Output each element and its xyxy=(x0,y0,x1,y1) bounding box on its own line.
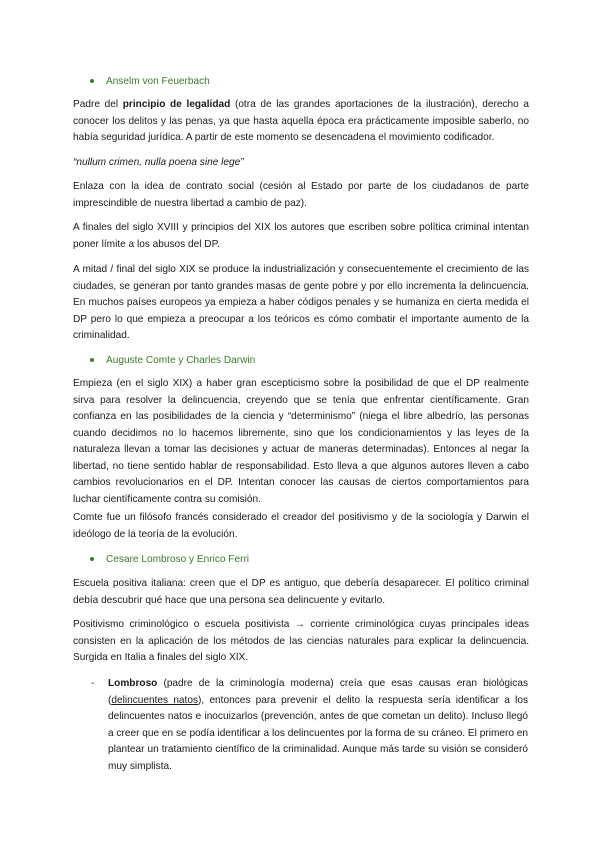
paragraph: Padre del principio de legalidad (otra de las grandes aportaciones de la ilustración), derecho a conocer los delitos y las penas, ya que hasta aquella época era prácticamente imposible saberlo, no había seguridad jurídica. A partir de este momento se desencadena el movimiento codificador. xyxy=(73,99,530,143)
underlined-term: delincuentes natos xyxy=(111,694,199,706)
bullet-icon xyxy=(90,79,94,83)
heading-text: Cesare Lombroso y Enrico Ferri xyxy=(106,554,250,565)
paragraph: Positivismo criminológico o escuela positivista → corriente criminológica cuyas principales ideas consisten en la aplicación de los métodos de las ciencias naturales para explicar la delincuencia. Surgida en Italia a finales del siglo XIX. xyxy=(73,619,529,663)
paragraph: A mitad / final del siglo XIX se produce la industrialización y consecuentemente el crecimiento de las ciudades, se generan por tanto grandes masas de gente pobre y por ello incrementa la delincuencia. En muchos países europeos ya empieza a haber códigos penales y se humaniza en cierta medida el DP pero lo que empieza a preocupar a los teóricos es cómo combatir el importante aumento de la criminalidad. xyxy=(73,264,529,341)
bold-term: Lombroso xyxy=(108,678,158,689)
heading-text: Auguste Comte y Charles Darwin xyxy=(106,355,256,366)
heading-text: Anselm von Feuerbach xyxy=(106,76,210,87)
paragraph: A finales del siglo XVIII y principios del XIX los autores que escriben sobre política criminal intentan poner límite a los abusos del DP. xyxy=(73,222,529,250)
bullet-icon xyxy=(90,358,94,362)
paragraph: Escuela positiva italiana: creen que el DP es antiguo, que debería desaparecer. El político criminal debía descubrir qué hace que una persona sea delincuente y evitarlo. xyxy=(73,578,529,606)
paragraph: Comte fue un filósofo francés considerado el creador del positivismo y de la sociología y Darwin el ideólogo de la teoría de la evolución. xyxy=(73,512,529,540)
list-item-lombroso: Lombroso (padre de la criminología moderna) creía que esas causas eran biológicas (delincuentes natos), entonces para prevenir el delito la respuesta sería identificar a los delincuentes natos e inocuizarlos (prevención, antes de que cometan un delito). Incluso llegó a creer que en se podía identificar a los delincuentes por la forma de su cráneo. El primero en plantear un tratamiento científico de la criminalidad. Aunque más tarde su visión se consideró muy simplista. xyxy=(108,678,528,772)
bullet-icon xyxy=(90,557,94,561)
paragraph: Empieza (en el siglo XIX) a haber gran escepticismo sobre la posibilidad de que el DP realmente sirva para resolver la delincuencia, creyendo que se tenía que enfrentar científicamente. Gran confianza en las posibilidades de la ciencia y “determinismo” (niega el libre albedrío, las personas cuando decidimos no lo hacemos libremente, sino que los condicionamientos y las leyes de la naturaleza llevan a tomar las decisiones y actuar de maneras determinadas). Entonces al negar la libertad, no tiene sentido hablar de responsabilidad. Esto lleva a que algunos autores lleven a cabo cambios revolucionarios en el DP. Intentan conocer las causas de ciertos comportamientos para luchar científicamente contra su comisión. xyxy=(73,378,529,505)
list-dash: - xyxy=(91,678,95,689)
latin-quote: “nullum crimen, nulla poena sine lege” xyxy=(73,157,244,168)
paragraph: Enlaza con la idea de contrato social (cesión al Estado por parte de los ciudadanos de parte imprescindible de nuestra libertad a cambio de paz). xyxy=(73,181,529,209)
bold-term: principio de legalidad xyxy=(122,99,231,110)
